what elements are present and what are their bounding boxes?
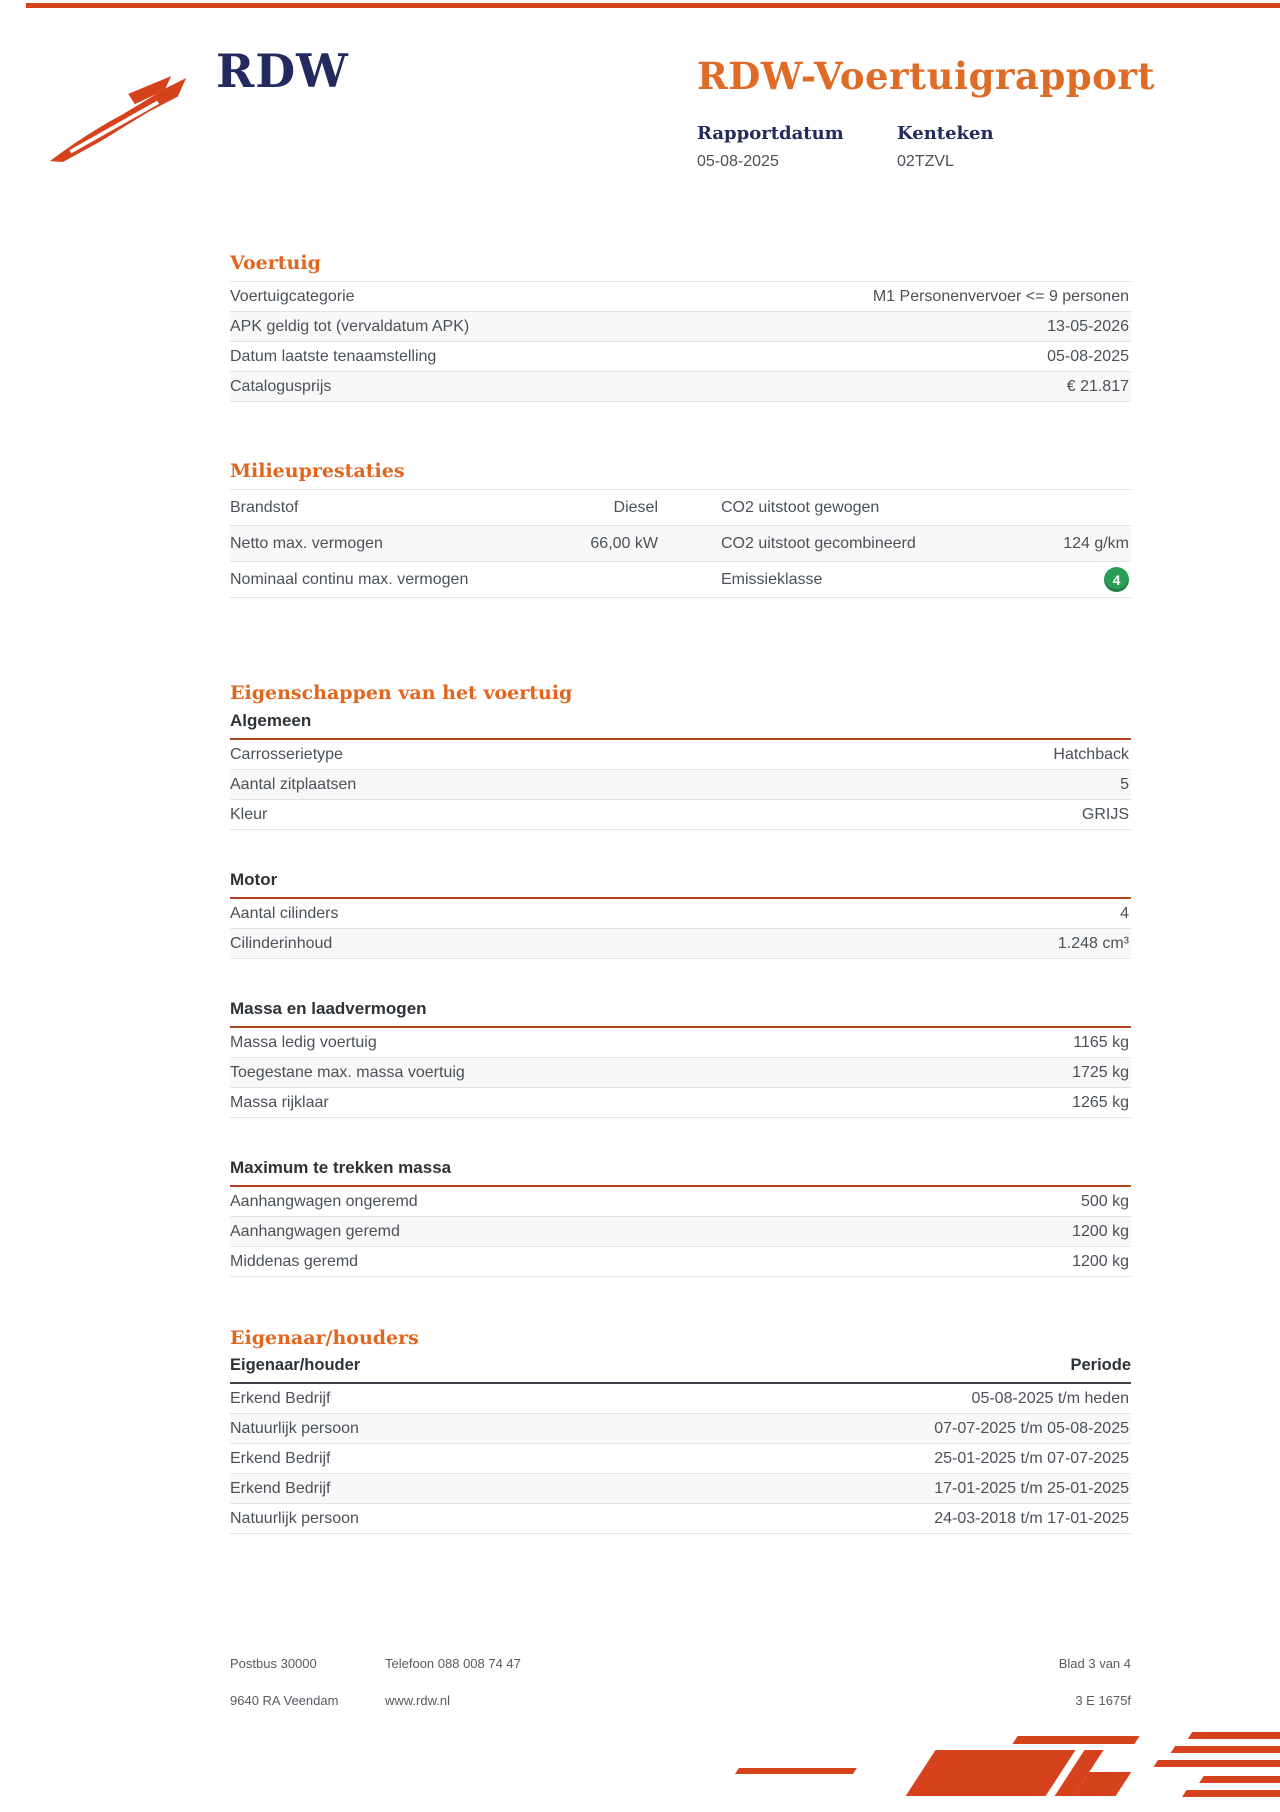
row-label: Voertuigcategorie: [230, 287, 355, 305]
table-row: [230, 770, 1131, 800]
report-title: RDW-Voertuigrapport: [697, 54, 1155, 98]
section-eigenaars: [230, 1327, 1131, 1534]
section-title-eigenschappen: Eigenschappen van het voertuig: [230, 682, 573, 704]
row-value: 1265 kg: [1072, 1093, 1129, 1111]
owner-period: 17-01-2025 t/m 25-01-2025: [934, 1479, 1129, 1497]
row-label: Middenas geremd: [230, 1252, 359, 1270]
owner-period: 05-08-2025 t/m heden: [971, 1389, 1129, 1407]
emission-class-badge: 4: [1104, 567, 1129, 592]
row-value: 124 g/km: [1063, 534, 1129, 552]
row-value: 500 kg: [1080, 1192, 1129, 1210]
footer-website: www.rdw.nl: [385, 1693, 451, 1708]
table-row: [230, 740, 1131, 770]
report-content: [230, 252, 1131, 1534]
table-row: [230, 899, 1131, 929]
row-label: Netto max. vermogen: [230, 534, 383, 552]
owners-table-header: [230, 1356, 1131, 1384]
report-date-value: 05-08-2025: [697, 152, 779, 170]
license-plate-value: 02TZVL: [897, 152, 954, 170]
group-table: [230, 899, 1131, 959]
owner-name: Natuurlijk persoon: [230, 1509, 359, 1527]
owners-col-owner: Eigenaar/houder: [230, 1356, 361, 1374]
row-value: Diesel: [613, 498, 658, 516]
row-value: 5: [1120, 775, 1129, 793]
top-accent-bar: [26, 3, 1280, 8]
row-label: Massa rijklaar: [230, 1093, 329, 1111]
license-plate-block: [897, 123, 1097, 171]
table-row: [230, 490, 1131, 526]
speed-stripes-graphic: [640, 1720, 1280, 1812]
report-date-label: Rapportdatum: [697, 122, 844, 144]
row-label: Massa ledig voertuig: [230, 1033, 377, 1051]
group-title: Maximum te trekken massa: [230, 1158, 1131, 1187]
row-value: 1.248 cm³: [1057, 934, 1129, 952]
row-label: Aanhangwagen geremd: [230, 1222, 400, 1240]
row-label: Aantal zitplaatsen: [230, 775, 357, 793]
section-title-eigenaars: Eigenaar/houders: [230, 1327, 419, 1349]
table-row: [230, 1187, 1131, 1217]
group-trekken-massa: [230, 1158, 1131, 1277]
table-row: [230, 312, 1131, 342]
table-row: [230, 1414, 1131, 1444]
rdw-logo: [48, 44, 349, 171]
group-title: Algemeen: [230, 711, 1131, 740]
row-label: Nominaal continu max. vermogen: [230, 570, 469, 588]
group-table: [230, 1028, 1131, 1118]
row-value: GRIJS: [1081, 805, 1129, 823]
row-label: Aanhangwagen ongeremd: [230, 1192, 418, 1210]
table-row: [230, 1384, 1131, 1414]
footer-phone: Telefoon 088 008 74 47: [385, 1656, 521, 1671]
row-label: CO2 uitstoot gecombineerd: [721, 534, 916, 552]
section-voertuig: [230, 252, 1131, 402]
owners-col-period: Periode: [1070, 1356, 1131, 1374]
table-row: [230, 526, 1131, 562]
table-row: [230, 282, 1131, 312]
row-value: 1200 kg: [1072, 1252, 1129, 1270]
row-label: Kleur: [230, 805, 268, 823]
row-value: 05-08-2025: [1047, 347, 1129, 365]
table-row: [230, 372, 1131, 402]
license-plate-label: Kenteken: [897, 122, 994, 144]
row-value: 4: [1120, 904, 1129, 922]
report-date-block: [697, 123, 897, 171]
row-value: M1 Personenvervoer <= 9 personen: [872, 287, 1129, 305]
section-title-voertuig: Voertuig: [230, 252, 321, 274]
milieu-table: [230, 489, 1131, 598]
row-value: Hatchback: [1053, 745, 1129, 763]
row-label: Toegestane max. massa voertuig: [230, 1063, 465, 1081]
row-value: 1200 kg: [1072, 1222, 1129, 1240]
footer-doc-code: 3 E 1675f: [1075, 1693, 1131, 1708]
owner-name: Erkend Bedrijf: [230, 1479, 331, 1497]
row-value: 1165 kg: [1073, 1033, 1129, 1051]
group-table: [230, 1187, 1131, 1277]
table-row: [230, 1028, 1131, 1058]
section-title-milieuprestaties: Milieuprestaties: [230, 460, 405, 482]
table-row: [230, 1474, 1131, 1504]
page-footer: [230, 1656, 1131, 1730]
table-row: [230, 1058, 1131, 1088]
table-row: [230, 562, 1131, 598]
table-row: [230, 929, 1131, 959]
table-row: [230, 1217, 1131, 1247]
table-row: [230, 1504, 1131, 1534]
owners-table: [230, 1384, 1131, 1534]
row-value: € 21.817: [1066, 377, 1129, 395]
owner-period: 07-07-2025 t/m 05-08-2025: [934, 1419, 1129, 1437]
row-label: CO2 uitstoot gewogen: [721, 498, 880, 516]
group-motor: [230, 870, 1131, 959]
row-value: 66,00 kW: [590, 534, 658, 552]
row-label: APK geldig tot (vervaldatum APK): [230, 317, 470, 335]
owner-period: 25-01-2025 t/m 07-07-2025: [934, 1449, 1129, 1467]
row-value: 1725 kg: [1072, 1063, 1129, 1081]
footer-city: 9640 RA Veendam: [230, 1693, 339, 1708]
group-massa: [230, 999, 1131, 1118]
group-title: Motor: [230, 870, 1131, 899]
voertuig-table: [230, 281, 1131, 402]
footer-po-box: Postbus 30000: [230, 1656, 317, 1671]
rdw-logo-text: RDW: [216, 44, 349, 98]
table-row: [230, 1444, 1131, 1474]
group-title: Massa en laadvermogen: [230, 999, 1131, 1028]
table-row: [230, 1247, 1131, 1277]
row-label: Catalogusprijs: [230, 377, 332, 395]
row-label: Emissieklasse: [721, 570, 823, 588]
section-eigenschappen: [230, 682, 1131, 1277]
owner-name: Erkend Bedrijf: [230, 1389, 331, 1407]
row-label: Aantal cilinders: [230, 904, 339, 922]
footer-page-number: Blad 3 van 4: [1058, 1656, 1131, 1671]
table-row: [230, 1088, 1131, 1118]
report-header: [697, 56, 1197, 171]
table-row: [230, 342, 1131, 372]
group-table: [230, 740, 1131, 830]
row-label: Cilinderinhoud: [230, 934, 333, 952]
owner-name: Natuurlijk persoon: [230, 1419, 359, 1437]
section-milieuprestaties: [230, 460, 1131, 598]
rdw-wing-icon: [48, 74, 188, 171]
report-meta: [697, 123, 1197, 171]
group-algemeen: [230, 711, 1131, 830]
owner-period: 24-03-2018 t/m 17-01-2025: [934, 1509, 1129, 1527]
row-value: 13-05-2026: [1047, 317, 1129, 335]
row-label: Brandstof: [230, 498, 299, 516]
owner-name: Erkend Bedrijf: [230, 1449, 331, 1467]
table-row: [230, 800, 1131, 830]
row-label: Carrosserietype: [230, 745, 343, 763]
row-label: Datum laatste tenaamstelling: [230, 347, 437, 365]
